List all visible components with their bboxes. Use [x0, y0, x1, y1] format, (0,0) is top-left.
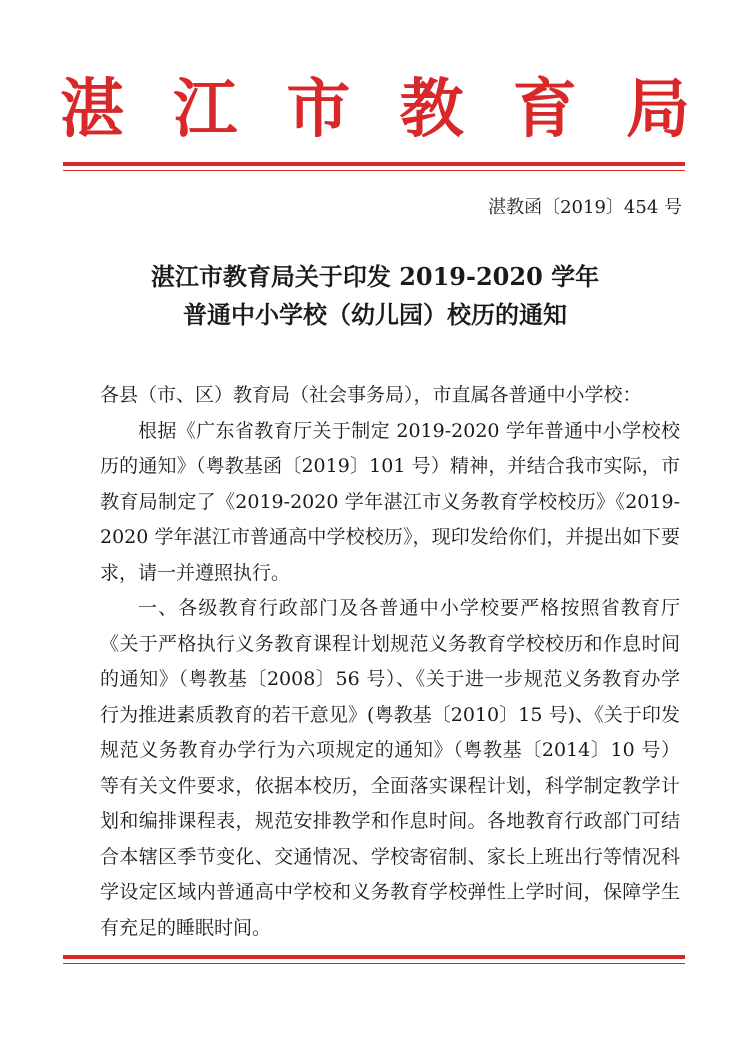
letterhead-divider-thin [63, 170, 685, 171]
letterhead-title [60, 70, 690, 150]
letterhead-char: 江 [173, 72, 238, 147]
notice-title-line: 湛江市教育局关于印发 2019-2020 学年 [150, 262, 600, 291]
letterhead-char: 教 [399, 72, 464, 147]
letterhead-char: 局 [625, 72, 690, 147]
salutation: 各县（市、区）教育局（社会事务局），市直属各普通中小学校： [100, 384, 642, 406]
letterhead-char: 市 [286, 72, 351, 147]
footer-divider-thin [63, 963, 685, 964]
notice-title-line: 普通中小学校（幼儿园）校历的通知 [183, 300, 567, 329]
letterhead-char: 湛 [60, 72, 124, 147]
letterhead-divider [63, 162, 685, 166]
notice-title [60, 258, 690, 334]
document-number: 湛教函〔2019〕454 号 [488, 197, 682, 218]
footer-divider [63, 955, 685, 959]
notice-body [100, 378, 680, 946]
letterhead-char: 育 [512, 72, 577, 147]
body-paragraph: 根据《广东省教育厅关于制定 2019-2020 学年普通中小学校校历的通知》（粤教基函〔2019〕101 号）精神，并结合我市实际，市教育局制定了《2019-2020 学年湛江市义务教育学校校历》《2019-2020 学年湛江市普通高中学校校历》，现印发给你们，并提出如下要求，请一并遵照执行。 [100, 419, 680, 584]
body-paragraph: 一、各级教育行政部门及各普通中小学校要严格按照省教育厅《关于严格执行义务教育课程计划规范义务教育学校校历和作息时间的通知》（粤教基〔2008〕56 号）、《关于进一步规范义务教育办学行为推进素质教育的若干意见》(粤教基〔2010〕15 号)、《关于印发规范义务教育办学行为六项规定的通知》（粤教基〔2014〕10 号）等有关文件要求，依据本校历，全面落实课程计划，科学制定教学计划和编排课程表，规范安排教学和作息时间。各地教育行政部门可结合本辖区季节变化、交通情况、学校寄宿制、家长上班出行等情况科学设定区域内普通高中学校和义务教育学校弹性上学时间，保障学生有充足的睡眠时间。 [100, 597, 680, 939]
